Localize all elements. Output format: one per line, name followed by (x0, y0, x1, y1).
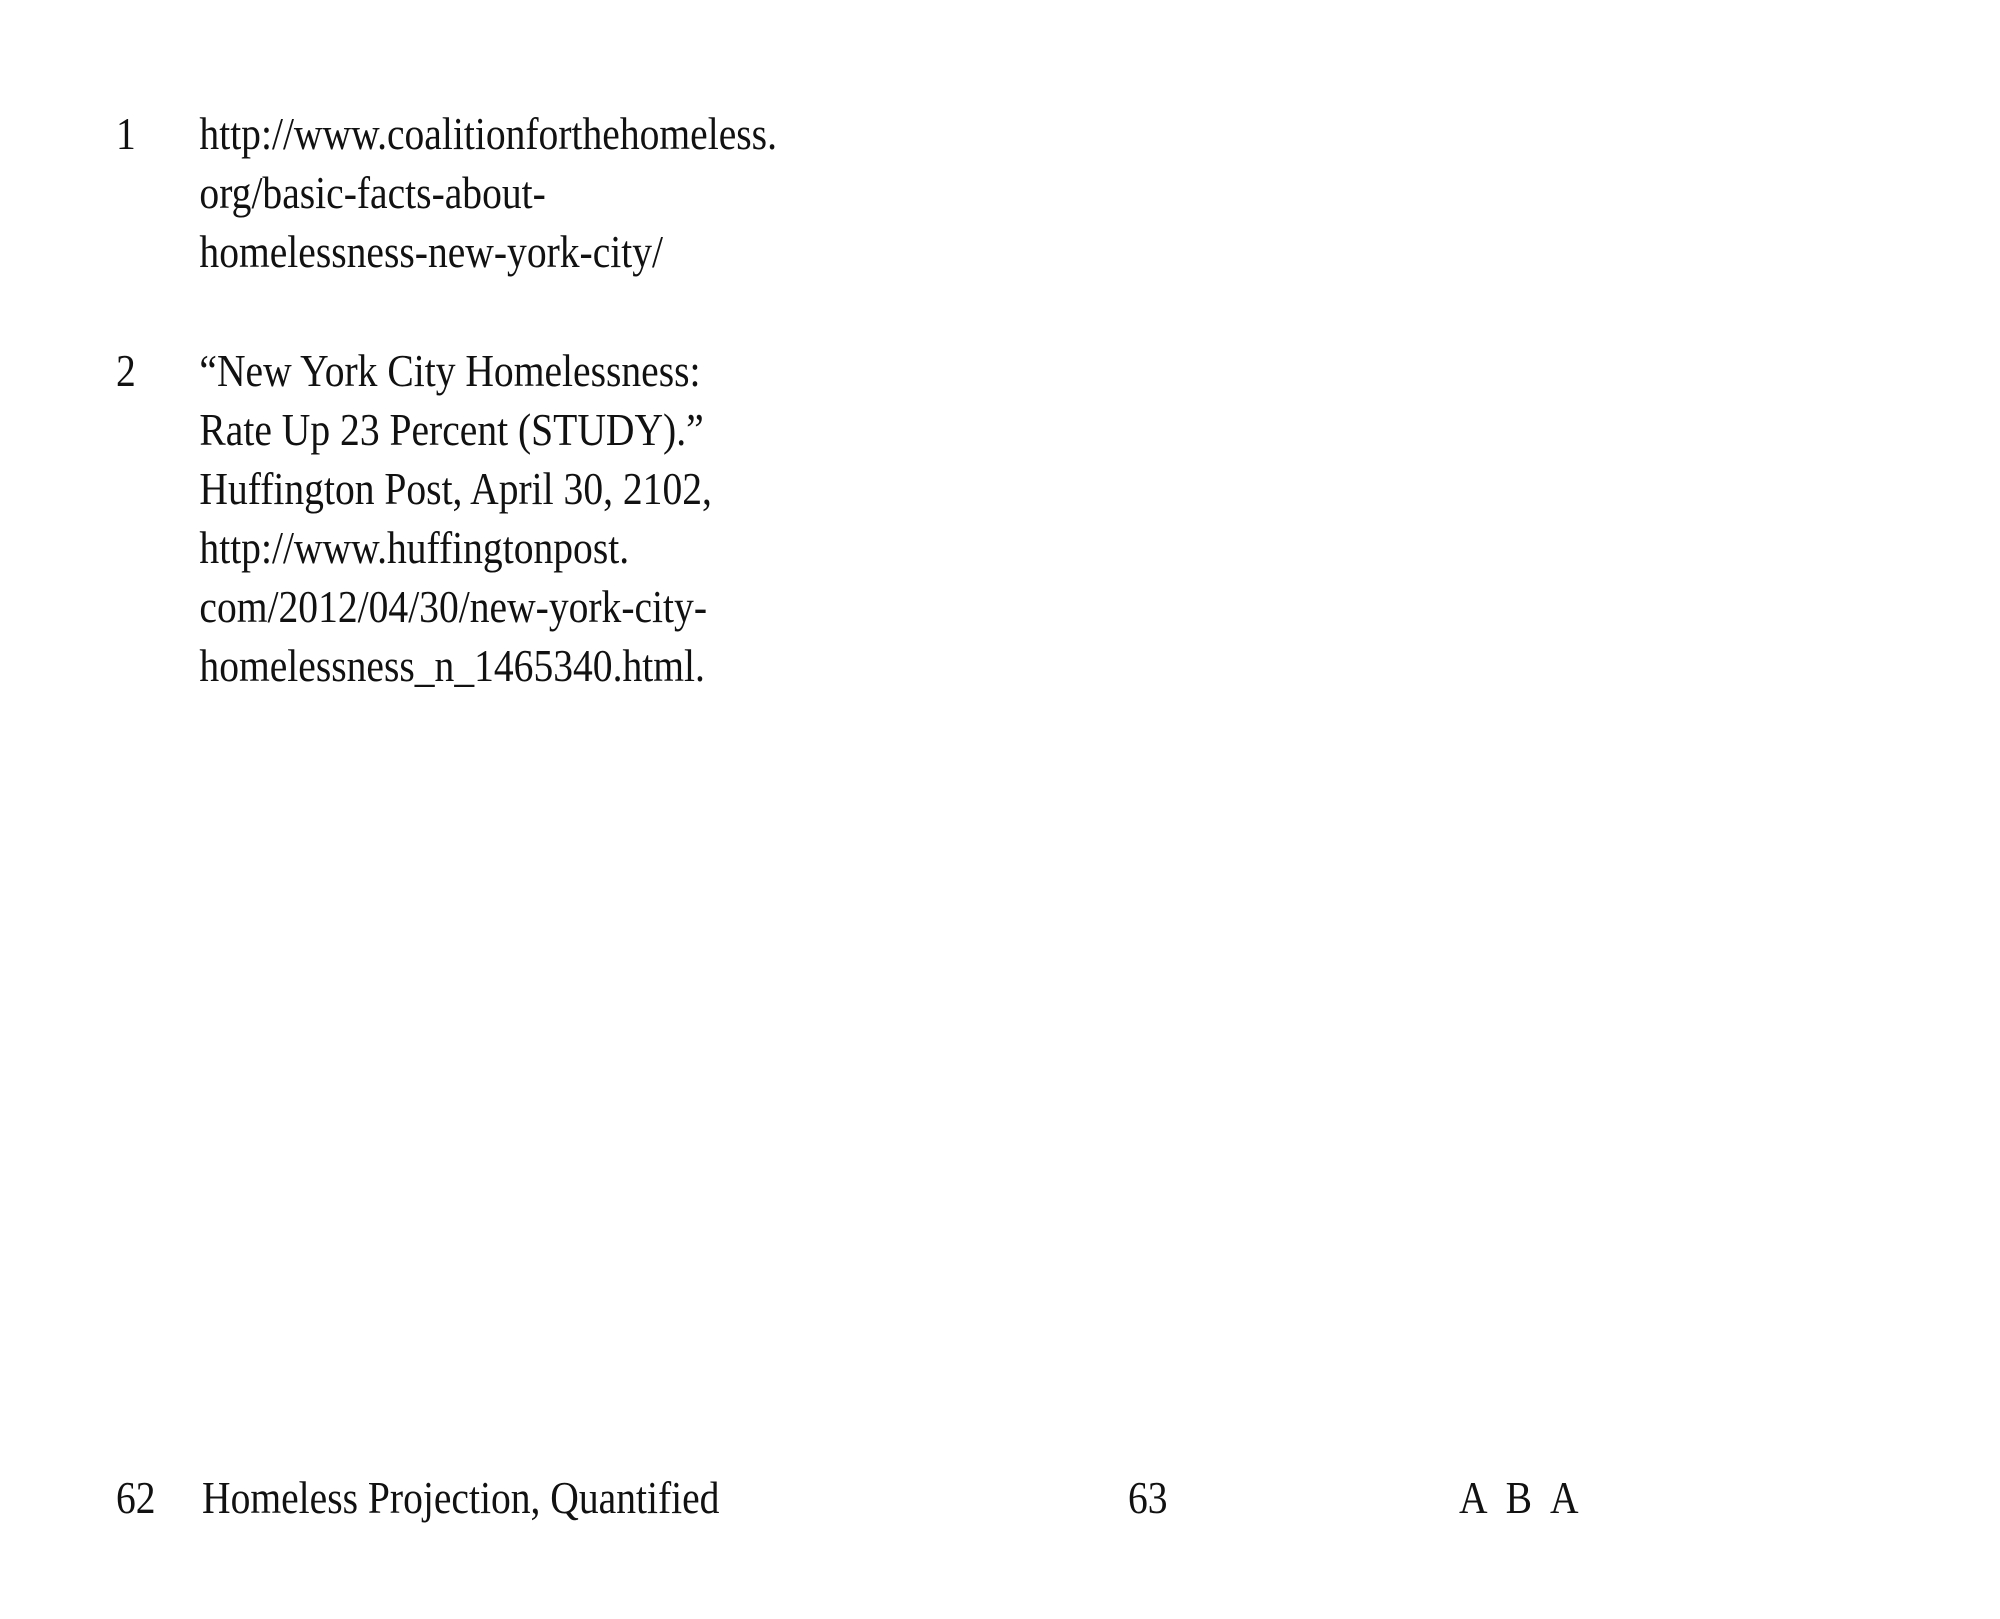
endnote-line: http://www.coalitionforthehomeless. (199, 108, 777, 159)
endnote-line: Huffington Post, April 30, 2102, (199, 463, 712, 514)
endnote-number: 2 (116, 345, 136, 396)
endnote-number: 1 (116, 108, 136, 159)
endnote-line: Rate Up 23 Percent (STUDY).” (199, 404, 704, 455)
endnote-line: “New York City Homelessness: (199, 345, 701, 396)
endnote-line: com/2012/04/30/new-york-city- (199, 581, 708, 632)
left-running-head: Homeless Projection, Quantified (202, 1472, 720, 1523)
endnote-line: org/basic-facts-about- (199, 167, 546, 218)
right-running-head: A B A (1459, 1472, 1584, 1523)
endnote-line: homelessness-new-york-city/ (199, 226, 664, 277)
endnote-text (199, 341, 904, 695)
right-page-number: 63 (1128, 1472, 1168, 1523)
endnote-text (199, 104, 904, 281)
left-page-number: 62 (116, 1472, 156, 1523)
endnote-line: homelessness_n_1465340.html. (199, 640, 705, 691)
endnote-line: http://www.huffingtonpost. (199, 522, 630, 573)
